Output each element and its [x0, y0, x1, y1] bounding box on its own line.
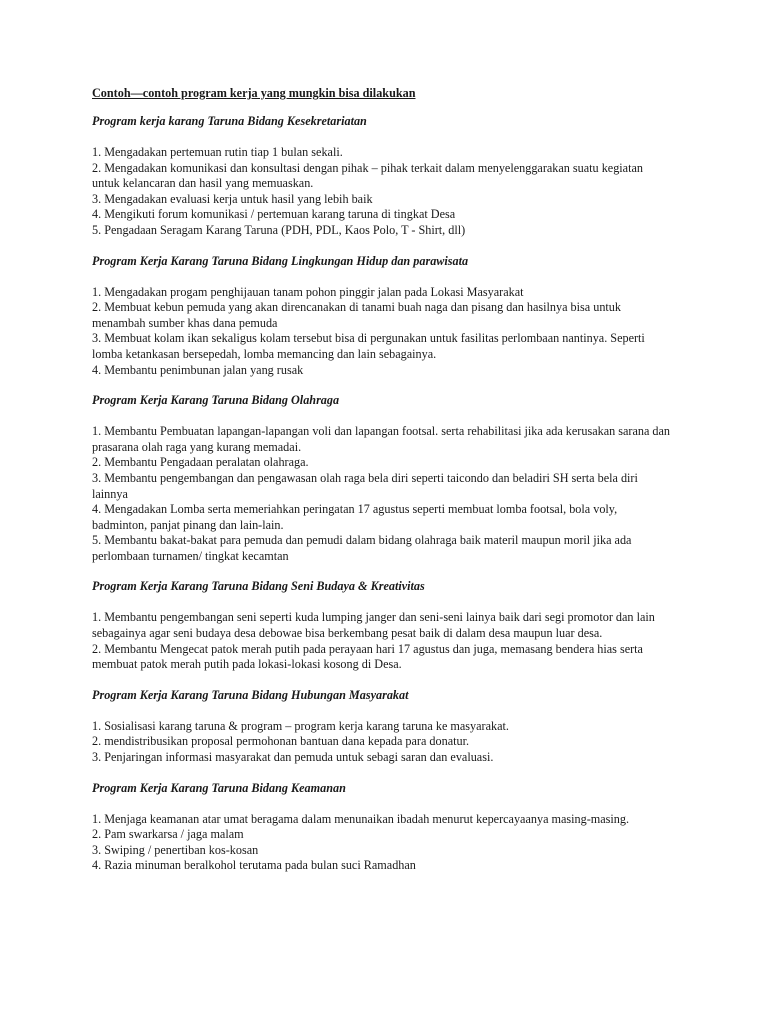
- section-list: [92, 145, 672, 239]
- section-heading: Program Kerja Karang Taruna Bidang Hubungan Masyarakat: [92, 687, 409, 702]
- section-list: [92, 285, 672, 379]
- section-list: [92, 719, 672, 766]
- section-hubungan-masyarakat: [92, 688, 672, 766]
- list-item: 2. Membantu Pengadaan peralatan olahraga.: [92, 455, 309, 470]
- list-item: 3. Penjaringan informasi masyarakat dan pemuda untuk sebagi saran dan evaluasi.: [92, 750, 494, 765]
- list-item: 3. Swiping / penertiban kos-kosan: [92, 842, 259, 857]
- list-item: 2. Membantu Mengecat patok merah putih pada perayaan hari 17 agustus dan juga, memasang bendera hias serta membuat patok merah putih pada lokasi-lokasi kosong di Desa.: [92, 641, 643, 672]
- section-heading: Program Kerja Karang Taruna Bidang Olahraga: [92, 393, 340, 408]
- list-item: 5. Pengadaan Seragam Karang Taruna (PDH, PDL, Kaos Polo, T - Shirt, dll): [92, 222, 466, 237]
- list-item: 1. Menjaga keamanan atar umat beragama dalam menunaikan ibadah menurut kepercayaanya masing-masing.: [92, 811, 630, 826]
- section-heading: Program Kerja Karang Taruna Bidang Keamanan: [92, 780, 346, 795]
- list-item: 2. Membuat kebun pemuda yang akan direncanakan di tanami buah naga dan pisang dan hasilnya bisa untuk menambah sumber khas dana pemuda: [92, 300, 621, 330]
- list-item: 3. Membantu pengembangan dan pengawasan olah raga bela diri seperti taicondo dan beladiri SH serta bela diri lainnya: [92, 470, 638, 501]
- section-olahraga: [92, 393, 672, 564]
- list-item: 3. Membuat kolam ikan sekaligus kolam tersebut bisa di pergunakan untuk fasilitas perlombaan nantinya. Seperti lomba ketankasan bersepedah, lomba memancing dan lain sebagainya.: [92, 331, 645, 361]
- section-heading: Program Kerja Karang Taruna Bidang Seni Budaya & Kreativitas: [92, 579, 425, 594]
- list-item: 1. Mengadakan pertemuan rutin tiap 1 bulan sekali.: [92, 145, 343, 159]
- section-heading: Program Kerja Karang Taruna Bidang Lingkungan Hidup dan parawisata: [92, 253, 469, 268]
- section-list: [92, 424, 672, 564]
- document-title: Contoh—contoh program kerja yang mungkin bisa dilakukan: [92, 86, 416, 100]
- list-item: 4. Mengadakan Lomba serta memeriahkan peringatan 17 agustus seperti membuat lomba footsal, bola voly, badminton, panjat pinang dan lain-lain.: [92, 502, 618, 532]
- section-list: [92, 812, 672, 874]
- list-item: 4. Mengikuti forum komunikasi / pertemuan karang taruna di tingkat Desa: [92, 207, 456, 222]
- section-keamanan: [92, 781, 672, 874]
- list-item: 1. Mengadakan progam penghijauan tanam pohon pinggir jalan pada Lokasi Masyarakat: [92, 284, 524, 299]
- section-kesekretariatan: [92, 114, 672, 239]
- list-item: 2. mendistribusikan proposal permohonan bantuan dana kepada para donatur.: [92, 734, 470, 749]
- section-seni-budaya: [92, 579, 672, 672]
- list-item: 5. Membantu bakat-bakat para pemuda dan pemudi dalam bidang olahraga baik materil maupun moril jika ada perlombaan turnamen/ tingkat kecamtan: [92, 533, 632, 563]
- list-item: 1. Membantu Pembuatan lapangan-lapangan voli dan lapangan footsal. serta rehabilitasi jika ada kerusakan sarana dan prasarana olah raga yang kurang memadai.: [92, 424, 671, 454]
- section-lingkungan-hidup: [92, 254, 672, 379]
- list-item: 2. Pam swarkarsa / jaga malam: [92, 827, 244, 842]
- list-item: 4. Membantu penimbunan jalan yang rusak: [92, 362, 304, 377]
- list-item: 1. Sosialisasi karang taruna & program – program kerja karang taruna ke masyarakat.: [92, 718, 509, 733]
- list-item: 2. Mengadakan komunikasi dan konsultasi dengan pihak – pihak terkait dalam menyelenggarakan suatu kegiatan untuk kelancaran dan hasil yang memuaskan.: [92, 160, 643, 191]
- section-heading: Program kerja karang Taruna Bidang Kesekretariatan: [92, 114, 367, 128]
- list-item: 4. Razia minuman beralkohol terutama pada bulan suci Ramadhan: [92, 858, 416, 873]
- list-item: 3. Mengadakan evaluasi kerja untuk hasil yang lebih baik: [92, 191, 373, 206]
- document-page: [92, 86, 672, 889]
- section-list: [92, 610, 672, 672]
- list-item: 1. Membantu pengembangan seni seperti kuda lumping janger dan seni-seni lainya baik dari segi promotor dan lain sebagainya agar seni budaya desa debowae bisa berkembang pesat baik di dalam desa maupun luar desa.: [92, 610, 655, 641]
